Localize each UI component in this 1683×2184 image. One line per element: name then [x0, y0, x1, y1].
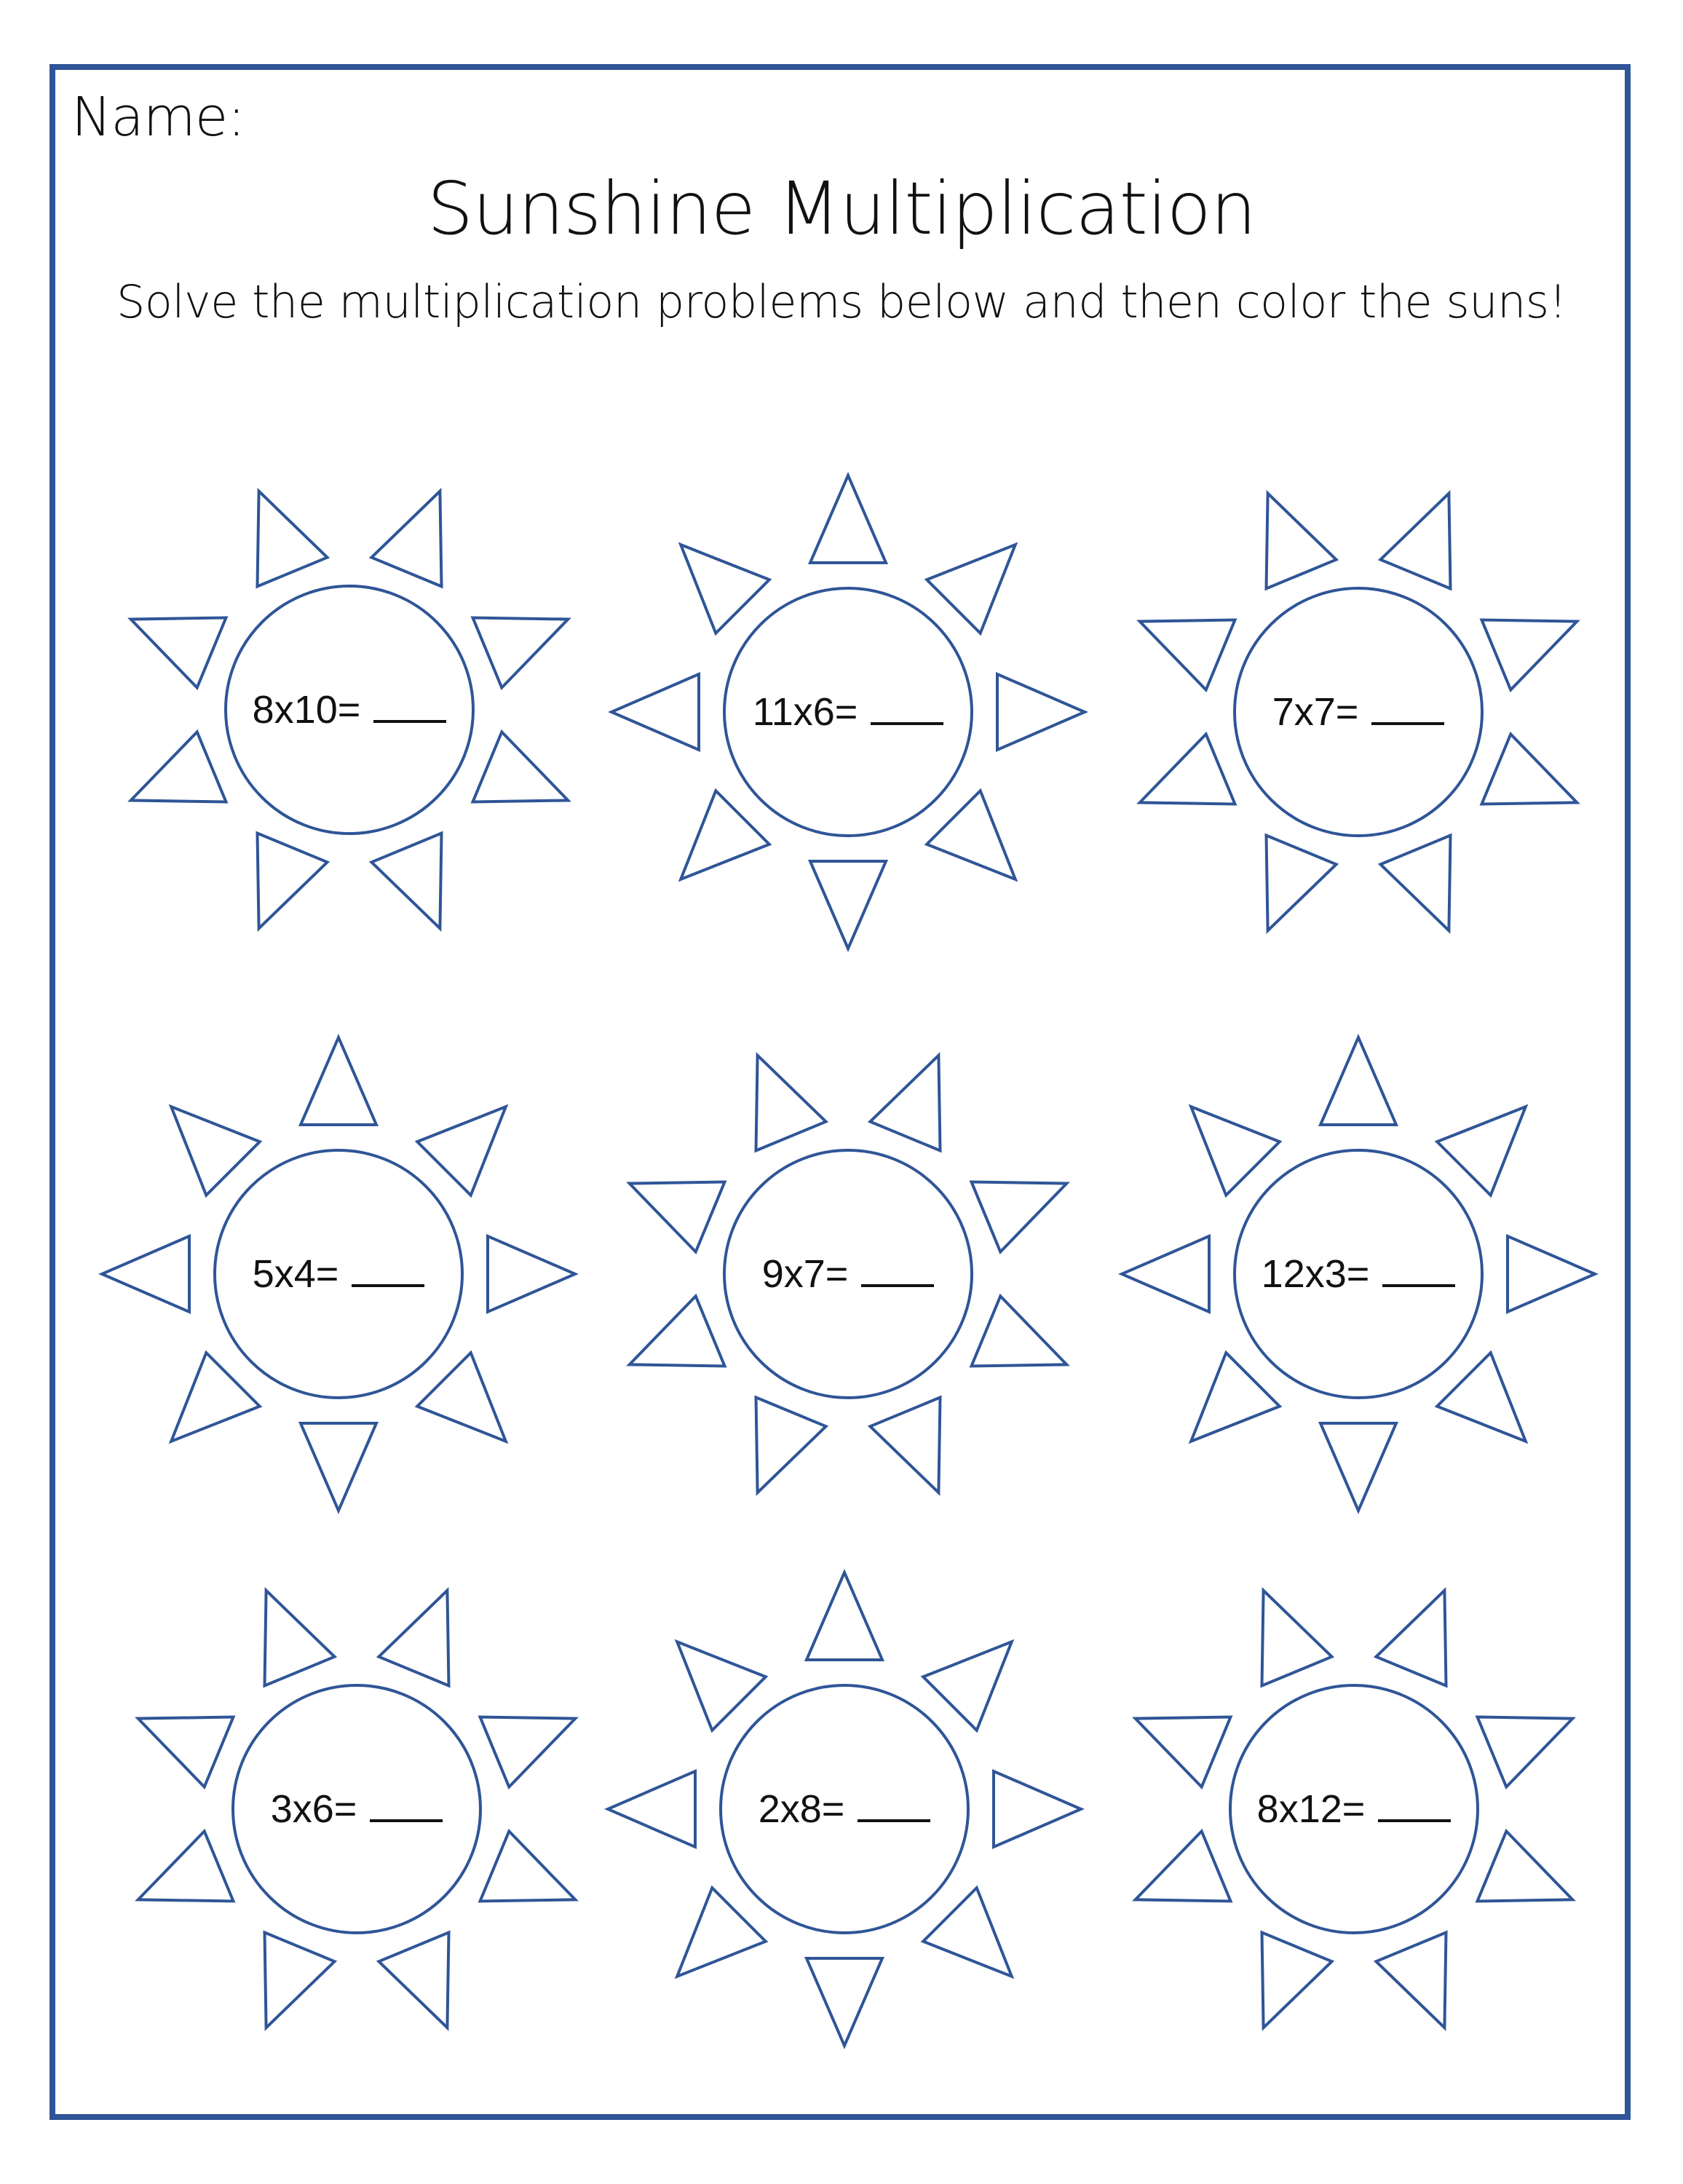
sun-ray	[131, 732, 226, 802]
sun-ray	[1380, 836, 1450, 931]
answer-blank[interactable]	[1371, 690, 1444, 725]
sun-ray	[301, 1423, 376, 1511]
problem-expression: 8x10=	[252, 688, 361, 732]
answer-blank[interactable]	[1378, 1787, 1451, 1822]
sun-ray	[1136, 1831, 1231, 1901]
sun-ray	[1267, 494, 1336, 589]
sun-ray	[1320, 1423, 1396, 1511]
sun-ray	[379, 1933, 448, 2028]
answer-blank[interactable]	[861, 1252, 934, 1287]
sun-ray	[810, 475, 886, 563]
sun-ray	[258, 834, 328, 929]
sun-problem	[95, 1547, 619, 2071]
problem-label	[1092, 1783, 1616, 1835]
sun-ray	[379, 1591, 448, 1686]
problem-expression: 9x7=	[761, 1252, 849, 1296]
sun-problem	[582, 1547, 1106, 2071]
sun-ray	[1437, 1353, 1526, 1441]
sun-ray	[1376, 1933, 1446, 2028]
problem-label	[1096, 1248, 1620, 1300]
problem-expression: 3x6=	[270, 1787, 357, 1831]
problem-expression: 8x12=	[1256, 1787, 1366, 1831]
sun-ray	[927, 545, 1015, 633]
sun-ray	[138, 1831, 234, 1901]
sun-ray	[810, 861, 886, 949]
sun-ray	[630, 1182, 725, 1252]
sun-problem	[1096, 450, 1620, 974]
sun-ray	[480, 1831, 576, 1901]
name-label: Name:	[71, 86, 245, 149]
sun-problem	[76, 1012, 601, 1536]
problem-label	[586, 1248, 1110, 1300]
sun-ray	[923, 1888, 1012, 1977]
problem-label	[76, 1248, 601, 1300]
sun-ray	[1191, 1353, 1280, 1441]
sun-ray	[681, 791, 769, 879]
sun-ray	[473, 618, 569, 688]
sun-ray	[1140, 734, 1235, 804]
sun-ray	[480, 1717, 576, 1787]
answer-blank[interactable]	[858, 1787, 930, 1822]
sun-ray	[1262, 1933, 1332, 2028]
sun-problem	[1092, 1547, 1616, 2071]
problem-expression: 11x6=	[752, 690, 858, 734]
sun-ray	[473, 732, 569, 802]
sun-ray	[1140, 620, 1235, 690]
problem-label	[586, 686, 1110, 738]
problem-expression: 2x8=	[758, 1787, 845, 1831]
sun-problem	[87, 448, 611, 972]
sun-ray	[677, 1888, 766, 1977]
problem-expression: 7x7=	[1272, 690, 1359, 734]
sun-ray	[417, 1353, 506, 1441]
sun-ray	[870, 1398, 940, 1493]
sun-ray	[677, 1642, 766, 1730]
sun-ray	[1191, 1107, 1280, 1195]
answer-blank[interactable]	[370, 1787, 443, 1822]
sun-ray	[1376, 1591, 1446, 1686]
sun-ray	[1380, 494, 1450, 589]
problem-label	[1096, 686, 1620, 738]
sun-ray	[807, 1958, 882, 2046]
sun-ray	[1136, 1717, 1231, 1787]
sun-problem	[586, 450, 1110, 974]
sun-ray	[371, 491, 441, 587]
sun-ray	[923, 1642, 1012, 1730]
sun-ray	[265, 1933, 335, 2028]
sun-ray	[1437, 1107, 1526, 1195]
sun-ray	[756, 1398, 826, 1493]
sun-ray	[1478, 1717, 1573, 1787]
problem-label	[95, 1783, 619, 1835]
sun-problem	[1096, 1012, 1620, 1536]
sun-ray	[972, 1182, 1067, 1252]
sun-ray	[1482, 620, 1577, 690]
problem-expression: 12x3=	[1261, 1252, 1370, 1296]
sun-ray	[171, 1353, 260, 1441]
problem-expression: 5x4=	[252, 1252, 339, 1296]
sun-problem	[586, 1012, 1110, 1536]
sun-ray	[171, 1107, 260, 1195]
answer-blank[interactable]	[373, 688, 446, 723]
answer-blank[interactable]	[871, 690, 943, 725]
answer-blank[interactable]	[352, 1252, 424, 1287]
sun-ray	[131, 618, 226, 688]
problem-label	[87, 684, 611, 736]
answer-blank[interactable]	[1382, 1252, 1455, 1287]
sun-ray	[301, 1037, 376, 1125]
sun-ray	[138, 1717, 234, 1787]
worksheet-title: Sunshine Multiplication	[427, 166, 1256, 251]
sun-ray	[1482, 734, 1577, 804]
sun-ray	[258, 491, 328, 587]
sun-ray	[681, 545, 769, 633]
sun-ray	[1262, 1591, 1332, 1686]
sun-ray	[371, 834, 441, 929]
worksheet-instructions: Solve the multiplication problems below and then color the suns!	[116, 275, 1567, 328]
sun-ray	[265, 1591, 335, 1686]
sun-ray	[1320, 1037, 1396, 1125]
problem-label	[582, 1783, 1106, 1835]
sun-ray	[630, 1296, 725, 1366]
sun-ray	[927, 791, 1015, 879]
sun-ray	[417, 1107, 506, 1195]
sun-ray	[807, 1572, 882, 1660]
sun-ray	[1478, 1831, 1573, 1901]
sun-ray	[756, 1056, 826, 1151]
sun-ray	[972, 1296, 1067, 1366]
sun-ray	[870, 1056, 940, 1151]
sun-ray	[1267, 836, 1336, 931]
